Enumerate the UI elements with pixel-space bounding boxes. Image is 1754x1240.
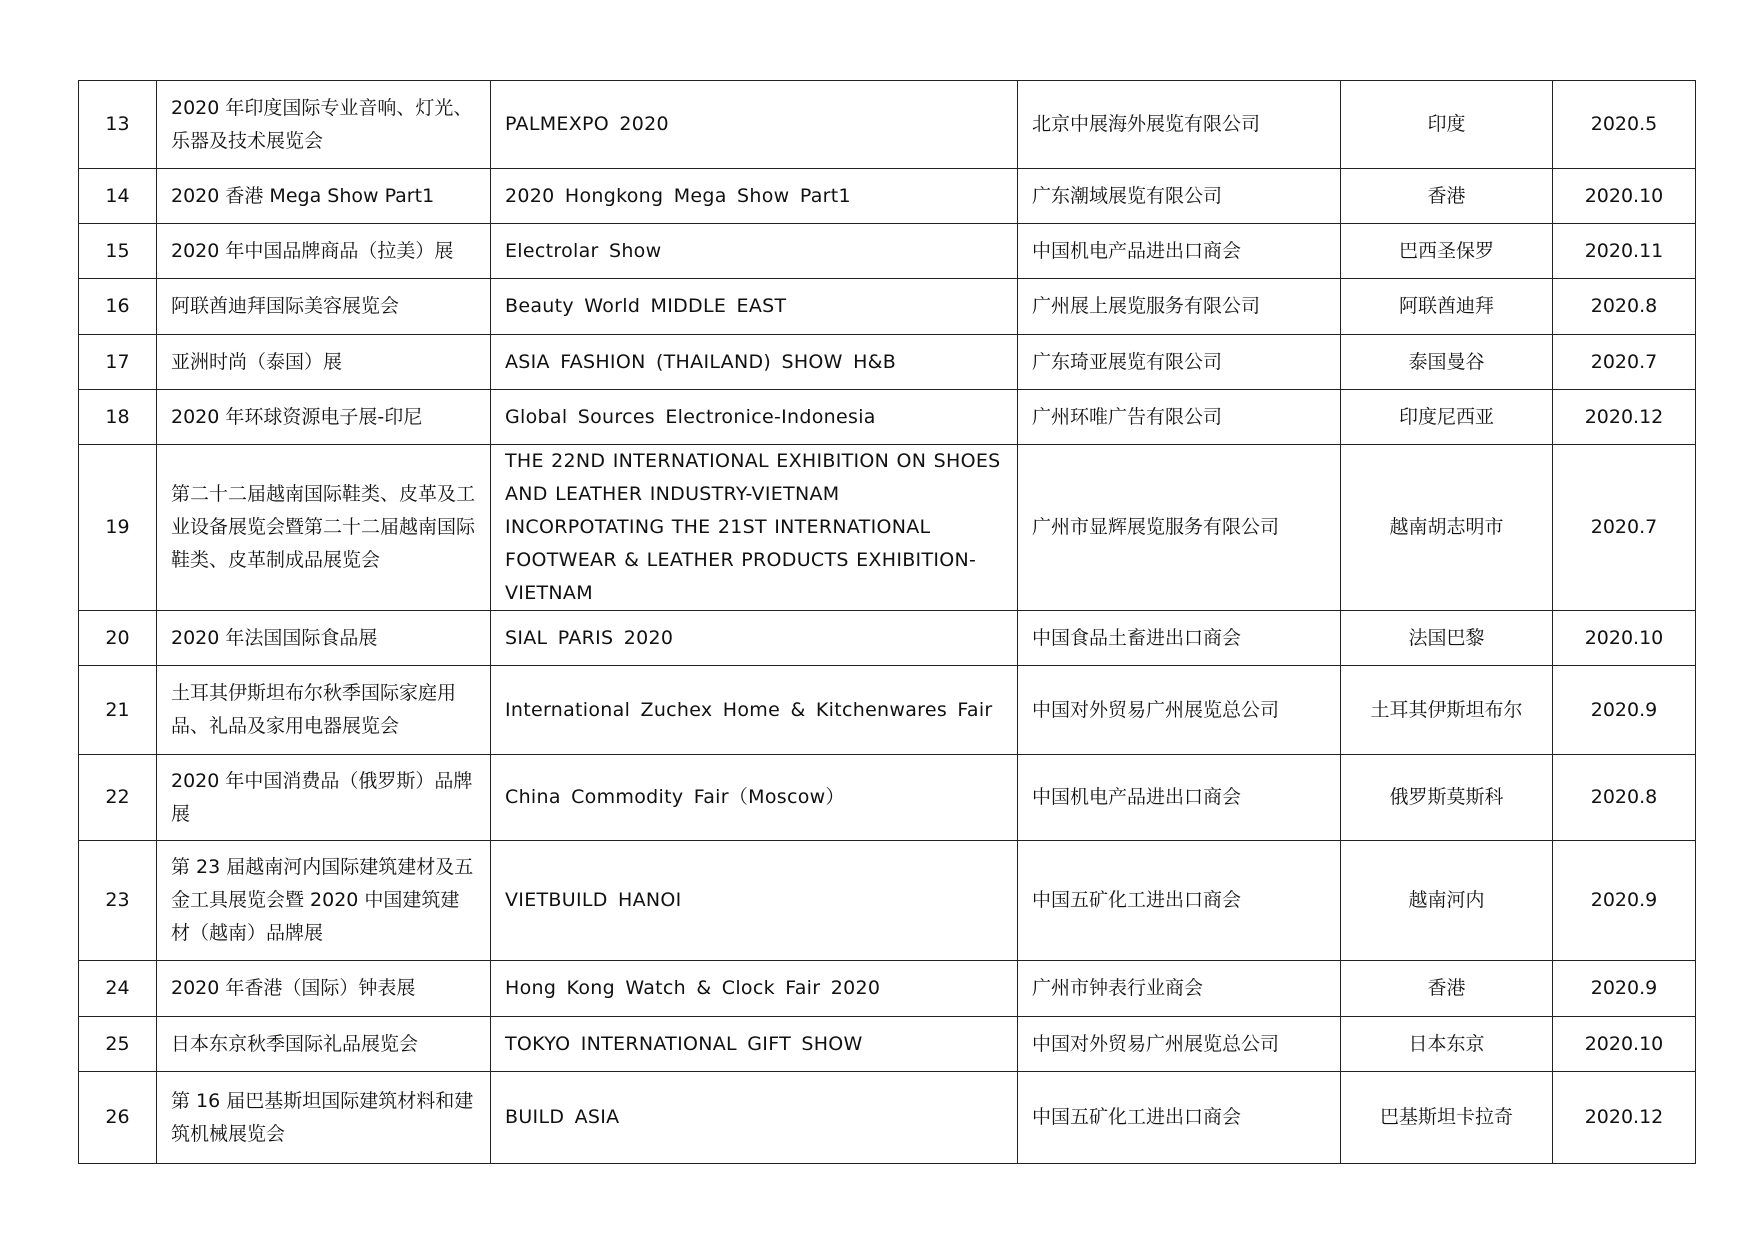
date: 2020.5 — [1553, 81, 1696, 169]
table-row — [79, 961, 1696, 1017]
organizer: 广州市显辉展览服务有限公司 — [1018, 445, 1341, 611]
exhibition-name-en: Beauty World MIDDLE EAST — [491, 279, 1018, 335]
organizer: 中国五矿化工进出口商会 — [1018, 1072, 1341, 1164]
location: 印度 — [1341, 81, 1553, 169]
location: 法国巴黎 — [1341, 611, 1553, 666]
location: 阿联酋迪拜 — [1341, 279, 1553, 335]
organizer: 北京中展海外展览有限公司 — [1018, 81, 1341, 169]
organizer: 中国对外贸易广州展览总公司 — [1018, 666, 1341, 755]
exhibition-name-cn: 日本东京秋季国际礼品展览会 — [157, 1017, 491, 1072]
date: 2020.12 — [1553, 390, 1696, 445]
organizer: 中国机电产品进出口商会 — [1018, 224, 1341, 279]
exhibition-name-en: PALMEXPO 2020 — [491, 81, 1018, 169]
exhibition-name-en: China Commodity Fair（Moscow） — [491, 755, 1018, 841]
exhibition-table — [78, 80, 1696, 1164]
date: 2020.7 — [1553, 445, 1696, 611]
exhibition-name-en: BUILD ASIA — [491, 1072, 1018, 1164]
table-row — [79, 841, 1696, 961]
row-number: 13 — [79, 81, 157, 169]
date: 2020.9 — [1553, 666, 1696, 755]
organizer: 广州市钟表行业商会 — [1018, 961, 1341, 1017]
organizer: 中国对外贸易广州展览总公司 — [1018, 1017, 1341, 1072]
date: 2020.10 — [1553, 1017, 1696, 1072]
exhibition-name-en: Hong Kong Watch & Clock Fair 2020 — [491, 961, 1018, 1017]
exhibition-name-cn: 2020 年中国品牌商品（拉美）展 — [157, 224, 491, 279]
date: 2020.10 — [1553, 611, 1696, 666]
organizer: 广东琦亚展览有限公司 — [1018, 335, 1341, 390]
table-row — [79, 81, 1696, 169]
date: 2020.10 — [1553, 169, 1696, 224]
exhibition-name-en: VIETBUILD HANOI — [491, 841, 1018, 961]
table-row — [79, 335, 1696, 390]
location: 巴西圣保罗 — [1341, 224, 1553, 279]
date: 2020.7 — [1553, 335, 1696, 390]
exhibition-name-cn: 2020 年法国国际食品展 — [157, 611, 491, 666]
location: 印度尼西亚 — [1341, 390, 1553, 445]
organizer: 中国食品土畜进出口商会 — [1018, 611, 1341, 666]
table-row — [79, 445, 1696, 611]
location: 香港 — [1341, 961, 1553, 1017]
exhibition-name-en: 2020 Hongkong Mega Show Part1 — [491, 169, 1018, 224]
row-number: 25 — [79, 1017, 157, 1072]
location: 越南胡志明市 — [1341, 445, 1553, 611]
date: 2020.11 — [1553, 224, 1696, 279]
location: 泰国曼谷 — [1341, 335, 1553, 390]
row-number: 17 — [79, 335, 157, 390]
date: 2020.9 — [1553, 961, 1696, 1017]
location: 香港 — [1341, 169, 1553, 224]
table-row — [79, 755, 1696, 841]
row-number: 19 — [79, 445, 157, 611]
table-row — [79, 390, 1696, 445]
exhibition-name-en: SIAL PARIS 2020 — [491, 611, 1018, 666]
row-number: 20 — [79, 611, 157, 666]
exhibition-name-en: International Zuchex Home & Kitchenwares Fair — [491, 666, 1018, 755]
exhibition-name-cn: 2020 香港 Mega Show Part1 — [157, 169, 491, 224]
exhibition-name-en: Electrolar Show — [491, 224, 1018, 279]
organizer: 广东潮域展览有限公司 — [1018, 169, 1341, 224]
organizer: 中国五矿化工进出口商会 — [1018, 841, 1341, 961]
exhibition-name-cn: 2020 年印度国际专业音响、灯光、乐器及技术展览会 — [157, 81, 491, 169]
row-number: 14 — [79, 169, 157, 224]
table-row — [79, 1072, 1696, 1164]
exhibition-name-cn: 第 23 届越南河内国际建筑建材及五金工具展览会暨 2020 中国建筑建材（越南）品牌展 — [157, 841, 491, 961]
organizer: 中国机电产品进出口商会 — [1018, 755, 1341, 841]
exhibition-name-cn: 2020 年香港（国际）钟表展 — [157, 961, 491, 1017]
row-number: 24 — [79, 961, 157, 1017]
exhibition-name-en: Global Sources Electronice-Indonesia — [491, 390, 1018, 445]
table-row — [79, 169, 1696, 224]
exhibition-name-cn: 土耳其伊斯坦布尔秋季国际家庭用品、礼品及家用电器展览会 — [157, 666, 491, 755]
location: 土耳其伊斯坦布尔 — [1341, 666, 1553, 755]
exhibition-name-cn: 阿联酋迪拜国际美容展览会 — [157, 279, 491, 335]
row-number: 23 — [79, 841, 157, 961]
row-number: 26 — [79, 1072, 157, 1164]
exhibition-name-cn: 2020 年环球资源电子展-印尼 — [157, 390, 491, 445]
location: 俄罗斯莫斯科 — [1341, 755, 1553, 841]
row-number: 22 — [79, 755, 157, 841]
table-row — [79, 1017, 1696, 1072]
exhibition-name-cn: 第 16 届巴基斯坦国际建筑材料和建筑机械展览会 — [157, 1072, 491, 1164]
table-row — [79, 224, 1696, 279]
table-row — [79, 279, 1696, 335]
exhibition-name-en: TOKYO INTERNATIONAL GIFT SHOW — [491, 1017, 1018, 1072]
date: 2020.8 — [1553, 755, 1696, 841]
exhibition-name-cn: 第二十二届越南国际鞋类、皮革及工业设备展览会暨第二十二届越南国际鞋类、皮革制成品展览会 — [157, 445, 491, 611]
organizer: 广州环唯广告有限公司 — [1018, 390, 1341, 445]
date: 2020.12 — [1553, 1072, 1696, 1164]
date: 2020.9 — [1553, 841, 1696, 961]
organizer: 广州展上展览服务有限公司 — [1018, 279, 1341, 335]
exhibition-name-cn: 2020 年中国消费品（俄罗斯）品牌展 — [157, 755, 491, 841]
row-number: 16 — [79, 279, 157, 335]
exhibition-name-en: THE 22ND INTERNATIONAL EXHIBITION ON SHOES AND LEATHER INDUSTRY-VIETNAM INCORPOTATING THE 21ST INTERNATIONAL FOOTWEAR & LEATHER PRODUCTS EXHIBITION-VIETNAM — [491, 445, 1018, 611]
table-row — [79, 611, 1696, 666]
location: 越南河内 — [1341, 841, 1553, 961]
row-number: 18 — [79, 390, 157, 445]
location: 巴基斯坦卡拉奇 — [1341, 1072, 1553, 1164]
row-number: 15 — [79, 224, 157, 279]
row-number: 21 — [79, 666, 157, 755]
exhibition-name-en: ASIA FASHION (THAILAND) SHOW H&B — [491, 335, 1018, 390]
table-row — [79, 666, 1696, 755]
exhibition-name-cn: 亚洲时尚（泰国）展 — [157, 335, 491, 390]
date: 2020.8 — [1553, 279, 1696, 335]
location: 日本东京 — [1341, 1017, 1553, 1072]
